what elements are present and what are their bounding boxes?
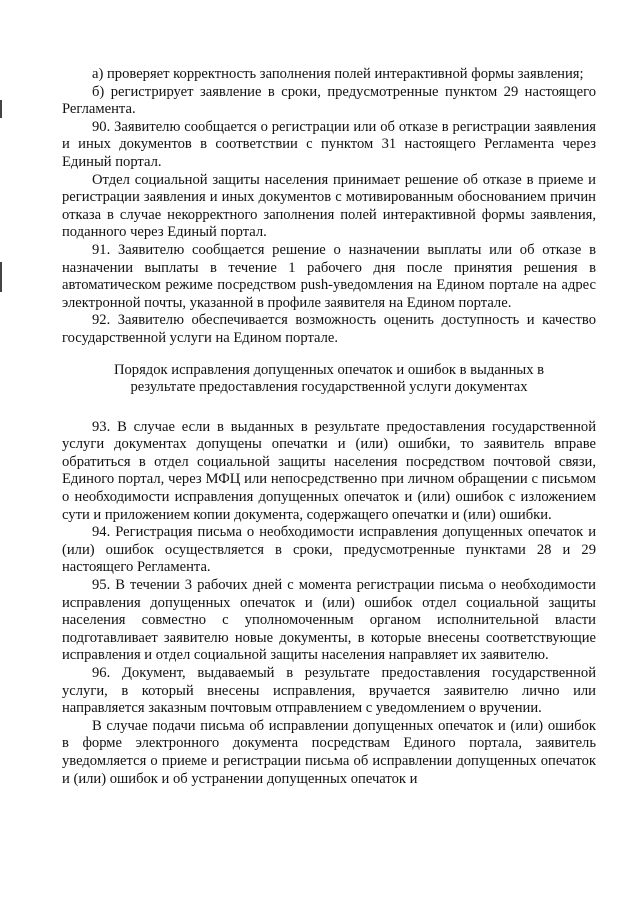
section-heading: Порядок исправления допущенных опечаток и ошибок в выданных в результате предоставления государственной услуги документах [113, 361, 545, 396]
paragraph-b: б) регистрирует заявление в сроки, предусмотренные пунктом 29 настоящего Регламента. [62, 83, 596, 118]
paragraph-96: 96. Документ, выдаваемый в результате предоставления государственной услуги, в который внесены исправления, вручается заявителю лично или направляется заказным почтовым отправлением с уведомлением о вручении. [62, 665, 596, 717]
paragraph-91: 91. Заявителю сообщается решение о назначении выплаты или об отказе в назначении выплаты в течение 1 рабочего дня после принятия решения в автоматическом режиме посредством push-уведомления на Едином портале на адрес электронной почты, указанной в профиле заявителя на Едином портале. [62, 241, 596, 311]
paragraph-95: 95. В течении 3 рабочих дней с момента регистрации письма о необходимости исправления допущенных опечаток и (или) ошибок отдел социальной защиты населения совместно с уполномоченным органом исполнительной власти подготавливает заявителю новые документы, в которые внесены соответствующие исправления и отдел социальной защиты населения направляет их заявителю. [62, 577, 596, 664]
document-body [62, 66, 596, 788]
paragraph-94: 94. Регистрация письма о необходимости исправления допущенных опечаток и (или) ошибок осуществляется в сроки, предусмотренные пунктами 28 и 29 настоящего Регламента. [62, 524, 596, 576]
paragraph-electronic-notice: В случае подачи письма об исправлении допущенных опечаток и (или) ошибок в форме электронного документа посредствам Единого портала, заявитель уведомляется о приеме и регистрации письма об исправлении допущенных опечаток и (или) ошибок и об устранении допущенных опечаток и [62, 717, 596, 787]
paragraph-a: а) проверяет корректность заполнения полей интерактивной формы заявления; [92, 66, 584, 82]
scan-edge-mark [0, 262, 2, 292]
paragraph-92: 92. Заявителю обеспечивается возможность оценить доступность и качество государственной услуги на Едином портале. [62, 312, 596, 346]
paragraph-93: 93. В случае если в выданных в результате предоставления государственной услуги документах допущены опечатки и (или) ошибки, то заявитель вправе обратиться в отдел социальной защиты населения посредством почтовой связи, Единого портал, через МФЦ или непосредственно при личном обращении с письмом о необходимости исправления допущенных опечаток и (или) ошибок с изложением сути и приложением копии документа, содержащего опечатки и (или) ошибки. [62, 418, 596, 523]
paragraph-refusal: Отдел социальной защиты населения принимает решение об отказе в приеме и регистрации заявления и иных документов с мотивированным обоснованием причин отказа в случае некорректного заполнения полей интерактивной формы заявления, поданного через Единый портал. [62, 171, 596, 241]
scan-edge-mark [0, 100, 2, 118]
paragraph-90: 90. Заявителю сообщается о регистрации или об отказе в регистрации заявления и иных документов в соответствии с пунктом 31 настоящего Регламента через Единый портал. [62, 118, 596, 170]
